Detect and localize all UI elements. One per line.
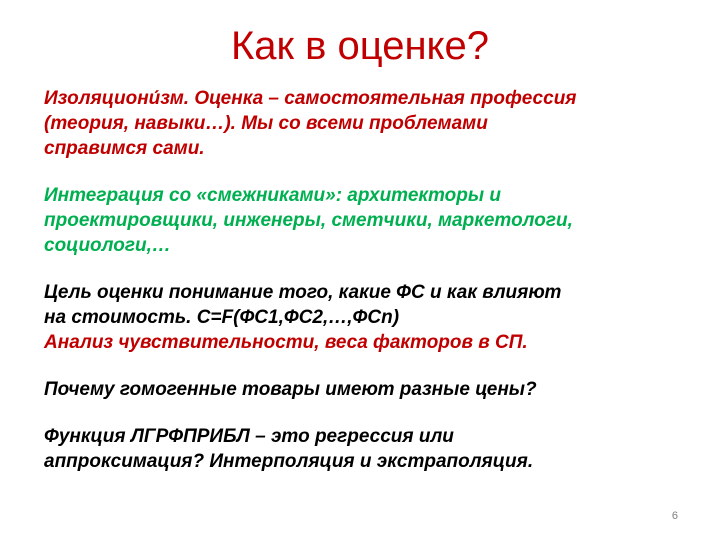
- paragraph-function-line: Функция ЛГРФПРИБЛ – это регрессия или: [44, 426, 454, 447]
- paragraph-function-line: аппроксимация? Интерполяция и экстраполяция.: [44, 451, 534, 472]
- slide-body: [44, 86, 684, 474]
- paragraph-integration: [44, 183, 684, 258]
- paragraph-isolation-line: (теория, навыки…). Мы со всеми проблемами: [44, 113, 488, 134]
- paragraph-goal: [44, 280, 684, 330]
- paragraph-function: [44, 424, 684, 474]
- paragraph-goal-line: Цель оценки понимание того, какие ФС и как влияют: [44, 282, 562, 303]
- paragraph-goal-block: [44, 280, 684, 355]
- paragraph-integration-line: проектировщики, инженеры, сметчики, маркетологи,: [44, 210, 573, 231]
- paragraph-sensitivity-line: Анализ чувствительности, веса факторов в СП.: [44, 332, 528, 353]
- paragraph-question: [44, 377, 684, 402]
- paragraph-sensitivity: [44, 330, 684, 355]
- paragraph-integration-line: социологи,…: [44, 235, 171, 256]
- paragraph-integration-line: Интеграция со «смежниками»: архитекторы и: [44, 185, 501, 206]
- slide-title: Как в оценке?: [230, 24, 489, 68]
- paragraph-question-line: Почему гомогенные товары имеют разные цены?: [44, 379, 537, 400]
- paragraph-isolation: [44, 86, 684, 161]
- paragraph-isolation-line: справимся сами.: [44, 138, 205, 159]
- paragraph-isolation-line: Изоляциони́зм. Оценка – самостоятельная профессия: [44, 88, 577, 109]
- page-number: 6: [671, 510, 678, 522]
- paragraph-goal-line: на стоимость. C=F(ФС1,ФС2,…,ФСn): [44, 307, 400, 328]
